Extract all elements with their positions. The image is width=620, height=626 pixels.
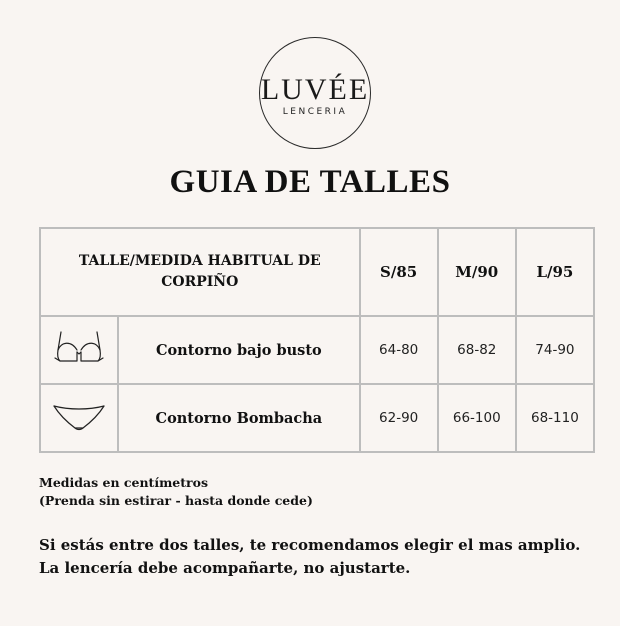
row-label: Contorno Bombacha bbox=[118, 384, 359, 452]
row-icon-cell bbox=[40, 384, 118, 452]
brand-tagline: LENCERIA bbox=[282, 107, 348, 117]
advice-line: Si estás entre dos talles, te recomendamos elegir el mas amplio. bbox=[39, 536, 581, 554]
panty-icon bbox=[51, 396, 107, 436]
header-size-m: M/90 bbox=[438, 228, 516, 316]
measurement-note bbox=[39, 474, 313, 510]
note-line: (Prenda sin estirar - hasta donde cede) bbox=[39, 493, 313, 508]
size-guide-table bbox=[39, 227, 595, 453]
header-size-l: L/95 bbox=[516, 228, 594, 316]
value-cell: 74-90 bbox=[516, 316, 594, 384]
value-cell: 62-90 bbox=[360, 384, 438, 452]
brand-logo bbox=[259, 37, 371, 149]
advice-line: La lencería debe acompañarte, no ajustarte. bbox=[39, 559, 411, 577]
page-title: GUIA DE TALLES bbox=[169, 164, 451, 200]
header-size-s: S/85 bbox=[360, 228, 438, 316]
row-icon-cell bbox=[40, 316, 118, 384]
value-cell: 66-100 bbox=[438, 384, 516, 452]
table-header-row bbox=[40, 228, 594, 316]
row-label: Contorno bajo busto bbox=[118, 316, 359, 384]
table-row bbox=[40, 384, 594, 452]
value-cell: 68-110 bbox=[516, 384, 594, 452]
sizing-advice bbox=[39, 534, 580, 580]
bra-icon bbox=[51, 328, 107, 368]
value-cell: 64-80 bbox=[360, 316, 438, 384]
header-measure-label: TALLE/MEDIDA HABITUAL DE CORPIÑO bbox=[40, 228, 360, 316]
brand-name: LUVÉE bbox=[260, 73, 370, 106]
value-cell: 68-82 bbox=[438, 316, 516, 384]
table-row bbox=[40, 316, 594, 384]
note-line: Medidas en centímetros bbox=[39, 475, 208, 490]
